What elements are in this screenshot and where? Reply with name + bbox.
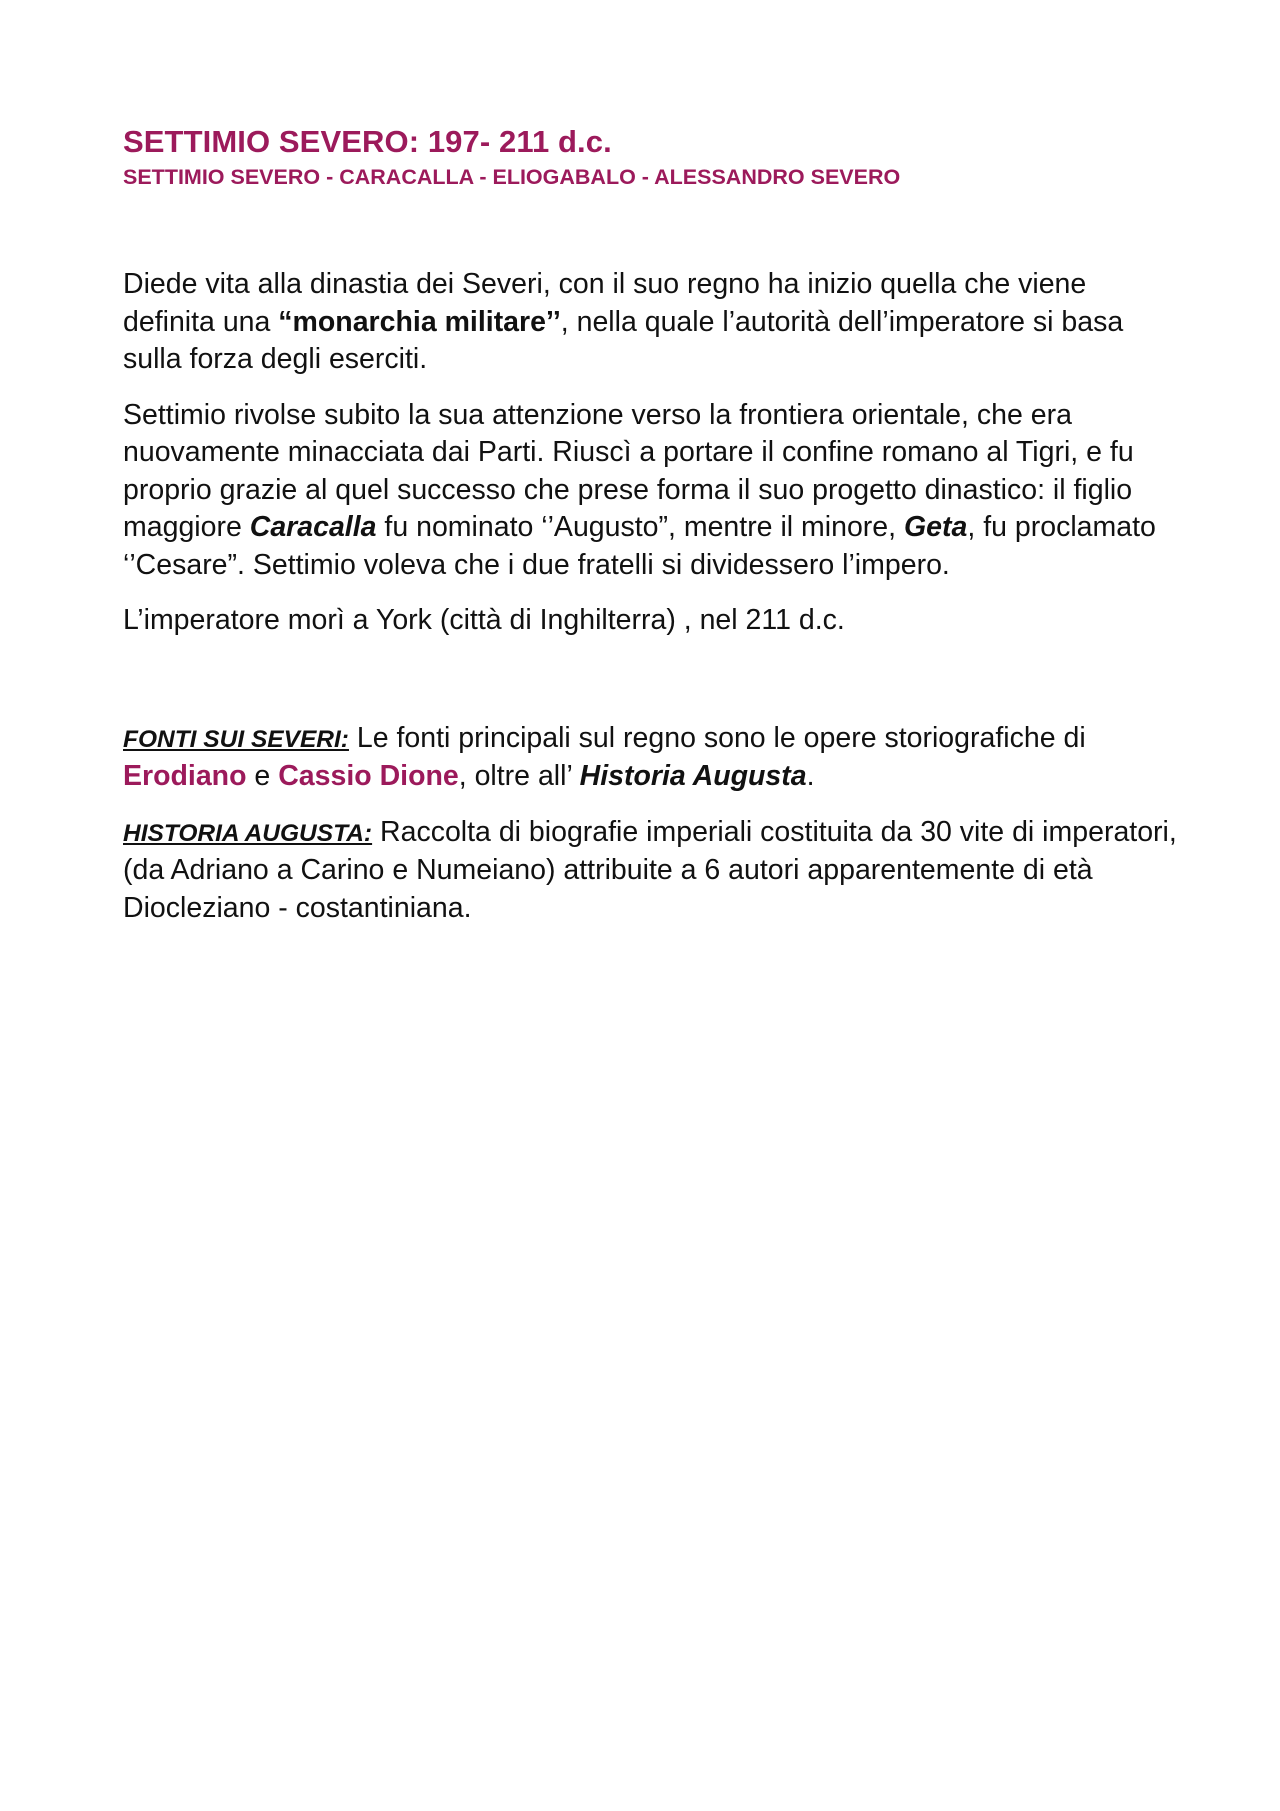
- paragraph-text: Diede vita alla dinastia dei Severi, con il suo regno ha inizio quella che viene definita una: [123, 268, 1087, 338]
- label-fonti: FONTI SUI SEVERI:: [123, 725, 349, 753]
- paragraph-text: .: [806, 760, 815, 792]
- paragraph-dinastia: [123, 266, 1183, 379]
- paragraph-fonti: [123, 720, 1183, 796]
- paragraph-text: e: [246, 760, 279, 792]
- paragraph-text: fu nominato ‘’Augusto”, mentre il minore,: [376, 511, 904, 543]
- paragraph-text: Le fonti principali sul regno sono le opere storiografiche di: [348, 721, 1086, 754]
- paragraph-frontiera: [123, 397, 1183, 585]
- name-geta: Geta: [904, 511, 968, 543]
- author-cassio-dione: Cassio Dione: [278, 760, 459, 792]
- paragraph-text: , fu proclamato ‘’Cesare”. Settimio voleva che i due fratelli si dividessero l’impero.: [123, 511, 1156, 581]
- paragraph-text: Settimio rivolse subito la sua attenzione verso la frontiera orientale, che era nuovamente minacciata dai Parti. Riuscì a portare il confine romano al Tigri, e fu proprio grazie al quel successo che prese forma il suo progetto dinastico: il figlio maggiore: [123, 398, 1134, 543]
- paragraph-text: , oltre all’: [458, 760, 580, 792]
- label-historia: HISTORIA AUGUSTA:: [123, 819, 373, 847]
- author-erodiano: Erodiano: [123, 760, 247, 792]
- paragraph-text: , nella quale l’autorità dell’imperatore si basa sulla forza degli eserciti.: [123, 305, 1124, 375]
- work-historia-augusta: Historia Augusta: [579, 760, 807, 792]
- document-content: [123, 124, 1183, 927]
- paragraph-morte: L’imperatore morì a York (città di Inghilterra) , nel 211 d.c.: [123, 604, 845, 636]
- page-title: SETTIMIO SEVERO: 197- 211 d.c.: [123, 124, 612, 159]
- emphasis-monarchia-militare: “monarchia militare’’: [278, 305, 561, 338]
- name-caracalla: Caracalla: [249, 511, 377, 543]
- page-subtitle: SETTIMIO SEVERO - CARACALLA - ELIOGABALO - ALESSANDRO SEVERO: [123, 165, 901, 189]
- paragraph-text: Raccolta di biografie imperiali costituita da 30 vite di imperatori, (da Adriano a Carino e Numeiano) attribuite a 6 autori apparentemente di età Diocleziano - costantiniana.: [123, 815, 1177, 924]
- paragraph-historia: [123, 814, 1183, 928]
